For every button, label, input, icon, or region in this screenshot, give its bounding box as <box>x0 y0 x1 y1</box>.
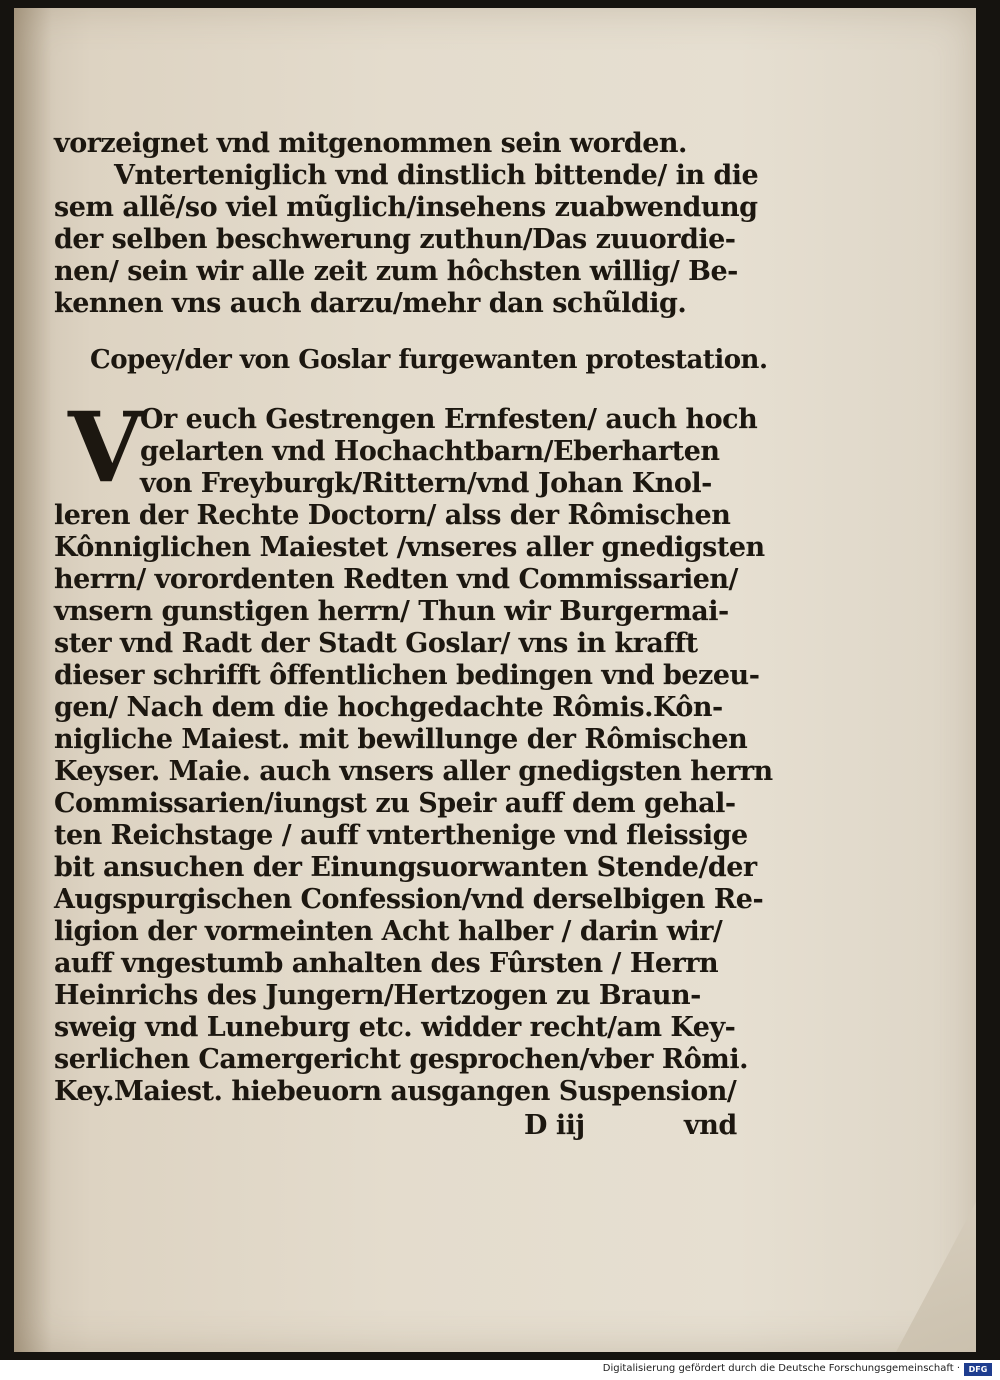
dfg-logo: DFG <box>964 1363 992 1376</box>
text-line: der selben beschwerung zuthun/Das zuuordie- <box>54 224 736 255</box>
text-line: sweig vnd Luneburg etc. widder recht/am Key- <box>54 1012 736 1043</box>
page-text <box>54 128 773 1142</box>
page-corner-fold <box>896 1202 976 1352</box>
signature-mark: D iij <box>524 1110 585 1141</box>
text-line: gelarten vnd Hochachtbarn/Eberharten <box>140 436 720 467</box>
text-line: ligion der vormeinten Acht halber / darin wir/ <box>54 916 723 947</box>
paragraph-1 <box>54 128 759 320</box>
text-line: ten Reichstage / auff vnterthenige vnd fleissige <box>54 820 748 851</box>
text-line: sem allẽ/so viel mũglich/insehens zuabwendung <box>54 192 758 223</box>
text-line: Or euch Gestrengen Ernfesten/ auch hoch <box>140 404 758 435</box>
text-line: herrn/ vorordenten Redten vnd Commissarien/ <box>54 564 738 595</box>
text-line: Keyser. Maie. auch vnsers aller gnedigsten herrn <box>54 756 773 787</box>
text-line: Vnterteniglich vnd dinstlich bittende/ in die <box>114 160 759 191</box>
drop-initial: V <box>68 391 142 504</box>
catchword: vnd <box>684 1110 737 1141</box>
text-line: nigliche Maiest. mit bewillunge der Rômischen <box>54 724 748 755</box>
text-line: dieser schrifft ôffentlichen bedingen vnd bezeu- <box>54 660 760 691</box>
text-line: vnsern gunstigen herrn/ Thun wir Burgermai- <box>54 596 729 627</box>
section-heading: Copey/der von Goslar furgewanten protestation. <box>90 345 768 375</box>
text-line: von Freyburgk/Rittern/vnd Johan Knol- <box>140 468 712 499</box>
text-line: Kônniglichen Maiestet /vnseres aller gnedigsten <box>54 532 765 563</box>
page-footer <box>54 1110 754 1142</box>
text-line: Commissarien/iungst zu Speir auff dem gehal- <box>54 788 736 819</box>
credit-text: Digitalisierung gefördert durch die Deutsche Forschungsgemeinschaft · <box>602 1363 960 1374</box>
text-line: bit ansuchen der Einungsuorwanten Stende/der <box>54 852 757 883</box>
credit-bar <box>0 1360 1000 1380</box>
paragraph-2 <box>54 391 773 1108</box>
text-line: leren der Rechte Doctorn/ alss der Rômischen <box>54 500 731 531</box>
text-line: gen/ Nach dem die hochgedachte Rômis.Kôn- <box>54 692 723 723</box>
text-line: Heinrichs des Jungern/Hertzogen zu Braun- <box>54 980 701 1011</box>
text-line: serlichen Camergericht gesprochen/vber Rômi. <box>54 1044 748 1075</box>
text-line: Key.Maiest. hiebeuorn ausgangen Suspension/ <box>54 1076 737 1107</box>
text-line: auff vngestumb anhalten des Fûrsten / Herrn <box>54 948 719 979</box>
text-line: ster vnd Radt der Stadt Goslar/ vns in krafft <box>54 628 698 659</box>
text-line: vorzeignet vnd mitgenommen sein worden. <box>54 128 687 159</box>
text-line: nen/ sein wir alle zeit zum hôchsten willig/ Be- <box>54 256 738 287</box>
text-line: Augspurgischen Confession/vnd derselbigen Re- <box>54 884 764 915</box>
book-page <box>14 8 976 1352</box>
text-line: kennen vns auch darzu/mehr dan schũldig. <box>54 288 687 319</box>
